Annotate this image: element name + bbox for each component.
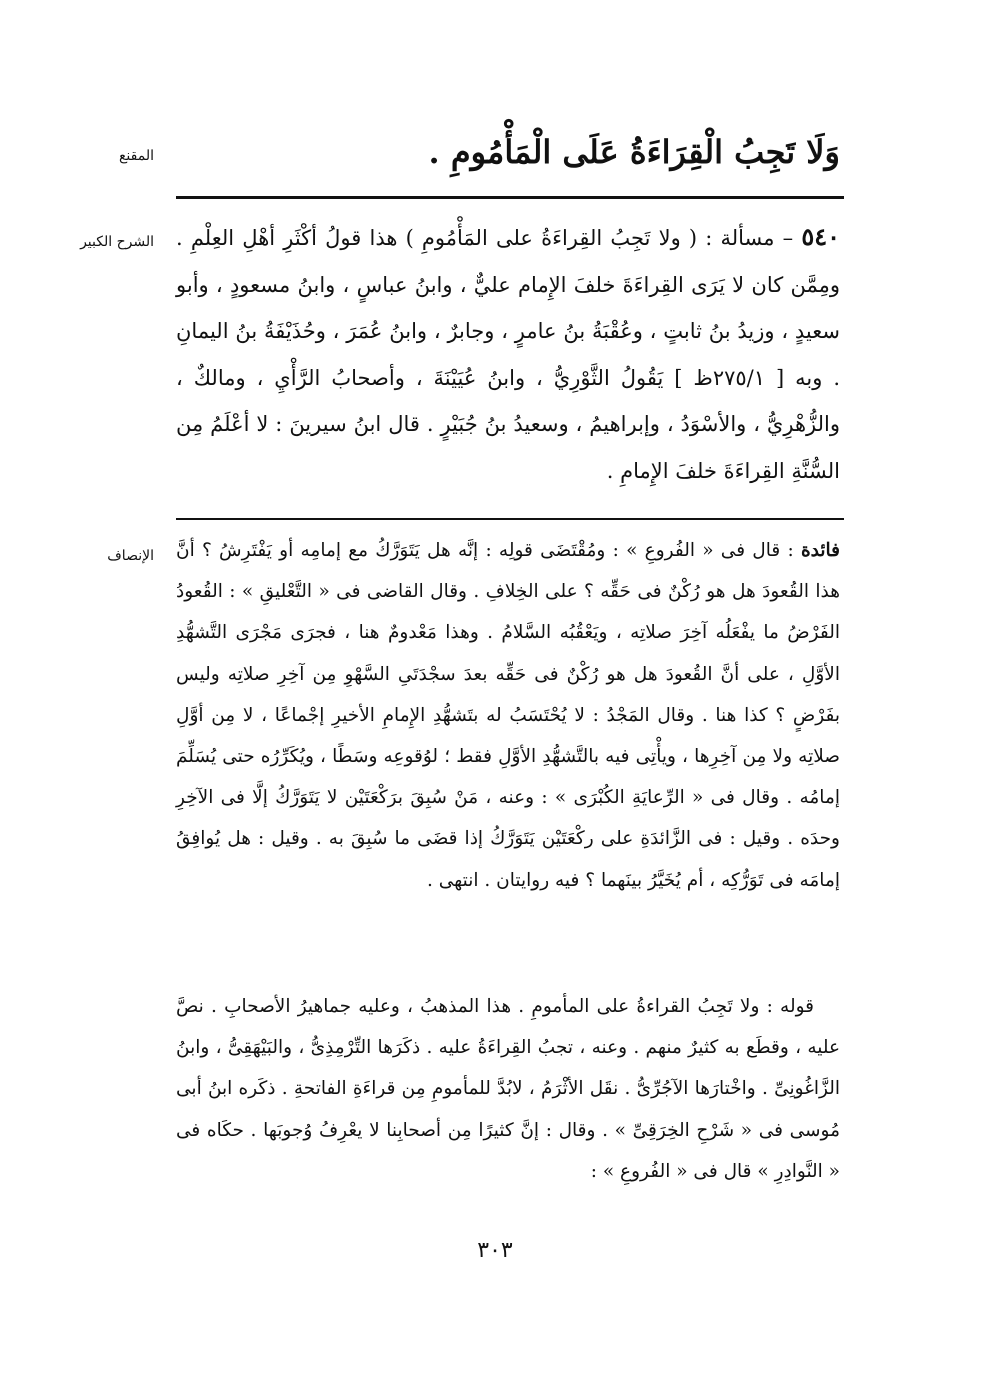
label-sharh: الشرح الكبير [80,234,154,250]
issue-number: ٥٤٠ [801,222,840,251]
label-muqni: المقنع [118,148,154,164]
qawluhu-section [176,986,840,1192]
label-insaf: الإنصاف [107,548,154,564]
insaf-paragraph [176,530,840,901]
insaf-section [176,530,840,901]
matn-line: وَلَا تَجِبُ الْقِرَاءَةُ عَلَى الْمَأْمُومِ . [428,133,840,171]
faida-heading: فائدة [800,540,840,561]
page-number: ٣٠٣ [477,1238,513,1263]
qawluhu-paragraph: قوله : ولا تَجِبُ القراءةُ على المأمومِ . هذا المذهبُ ، وعليه جماهيرُ الأصحابِ . نصَّ عليه ، وقطَع به كثيرٌ منهم . وعنه ، تجبُ القِراءَةُ عليه . ذكَرَها التِّرْمِذِىُّ ، والبَيْهَقِىُّ ، وابنُ الزَّاغُونِىِّ . واخْتارَها الآجُرِّىُّ . نقَل الأثْرَمُ ، لابُدَّ للمأمومِ مِن قراءَةِ الفاتحةِ . ذكَره ابنُ أبى مُوسى فى « شَرْحِ الخِرَقِىِّ » . وقال : إنَّ كثيرًا مِن أصحابِنا لا يعْرِفُ وُجوبَها . حكَاه فى « النَّوادِرِ » قال فى « الفُروعِ » : [176,996,840,1182]
matn-text [176,128,840,176]
sharh-paragraph [176,214,840,494]
divider-thick [176,196,844,199]
divider-thin [176,518,844,520]
insaf-text: : قال فى « الفُروعِ » : ومُقْتَضَى قولِه : إنَّه هل يَتَوَرَّكُ مع إمامِه أو يَفْتَرِشُ ؟ أنَّ هذا القُعودَ هل هو رُكْنٌ فى حَقِّه ؟ على الخِلافِ . وقال القاضى فى « التَّعْليقِ » : القُعودُ الفَرْضُ ما يفْعَلُه آخِرَ صلاتِه ، ويَعْقُبُه السَّلامُ . وهذا مَعْدومٌ هنا ، فجرَى مَجْرَى التَّشهُّدِ الأوَّلِ ، على أنَّ القُعودَ هل هو رُكْنٌ فى حَقِّه بعدَ سجْدَتَىِ السَّهْوِ مِن آخِرِ صلاتِه وليس بفَرْضٍ ؟ كذا هنا . وقال المَجْدُ : لا يُحْتَسَبُ له بتَشهُّدِ الإِمامِ الأخيرِ إجْماعًا ، لا مِن أوَّلِ صلاتِه ولا مِن آخِرِها ، ويأْتِى فيه بالتَّشهُّدِ الأوَّلِ فقط ؛ لوُقوعِه وسَطًا ، ويُكَرِّرُه حتى يُسَلِّمَ إمامُه . وقال فى « الرِّعايَةِ الكُبْرَى » : وعنه ، مَنْ سُبِقَ برَكْعَتَيْن لا يَتَوَرَّكُ إلَّا فى الآخِرِ وحدَه . وقيل : فى الزَّائدَةِ على ركْعَتَيْن يَتَوَرَّكُ إذا قضَى ما سُبِقَ به . وقيل : هل يُوافِقُ إمامَه فى تَوَرُّكِه ، أم يُخَيَّرُ بينَهما ؟ فيه روايتان . انتهى . [176,540,840,891]
sharh-text: – مسألة : ( ولا تَجِبُ القِراءَةُ على المَأْمُومِ ) هذا قولُ أكْثَرِ أهْلِ العِلْمِ . ومِمَّن كان لا يَرَى القِراءَةَ خلفَ الإِمام عليٌّ ، وابنُ عباسٍ ، وابنُ مسعودٍ ، وأبو سعيدٍ ، وزيدُ بنُ ثابتٍ ، وعُقْبَةُ بنُ عامرٍ ، وجابرٌ ، وابنُ عُمَرَ ، وحُذَيْفَةُ بنُ اليمانِ . وبه [ ٢٧٥/١ظ ] يَقُولُ الثَّوْرِيُّ ، وابنُ عُيَيْنَةَ ، وأصحابُ الرَّأْيِ ، ومالكٌ ، والزُّهْرِيُّ ، والأسْوَدُ ، وإبراهيمُ ، وسعيدُ بنُ جُبَيْرٍ . قال ابنُ سيرينَ : لا أعْلَمُ مِن السُّنَّةِ القِراءَةَ خلفَ الإِمامِ . [176,226,840,483]
sharh-section [176,214,840,494]
